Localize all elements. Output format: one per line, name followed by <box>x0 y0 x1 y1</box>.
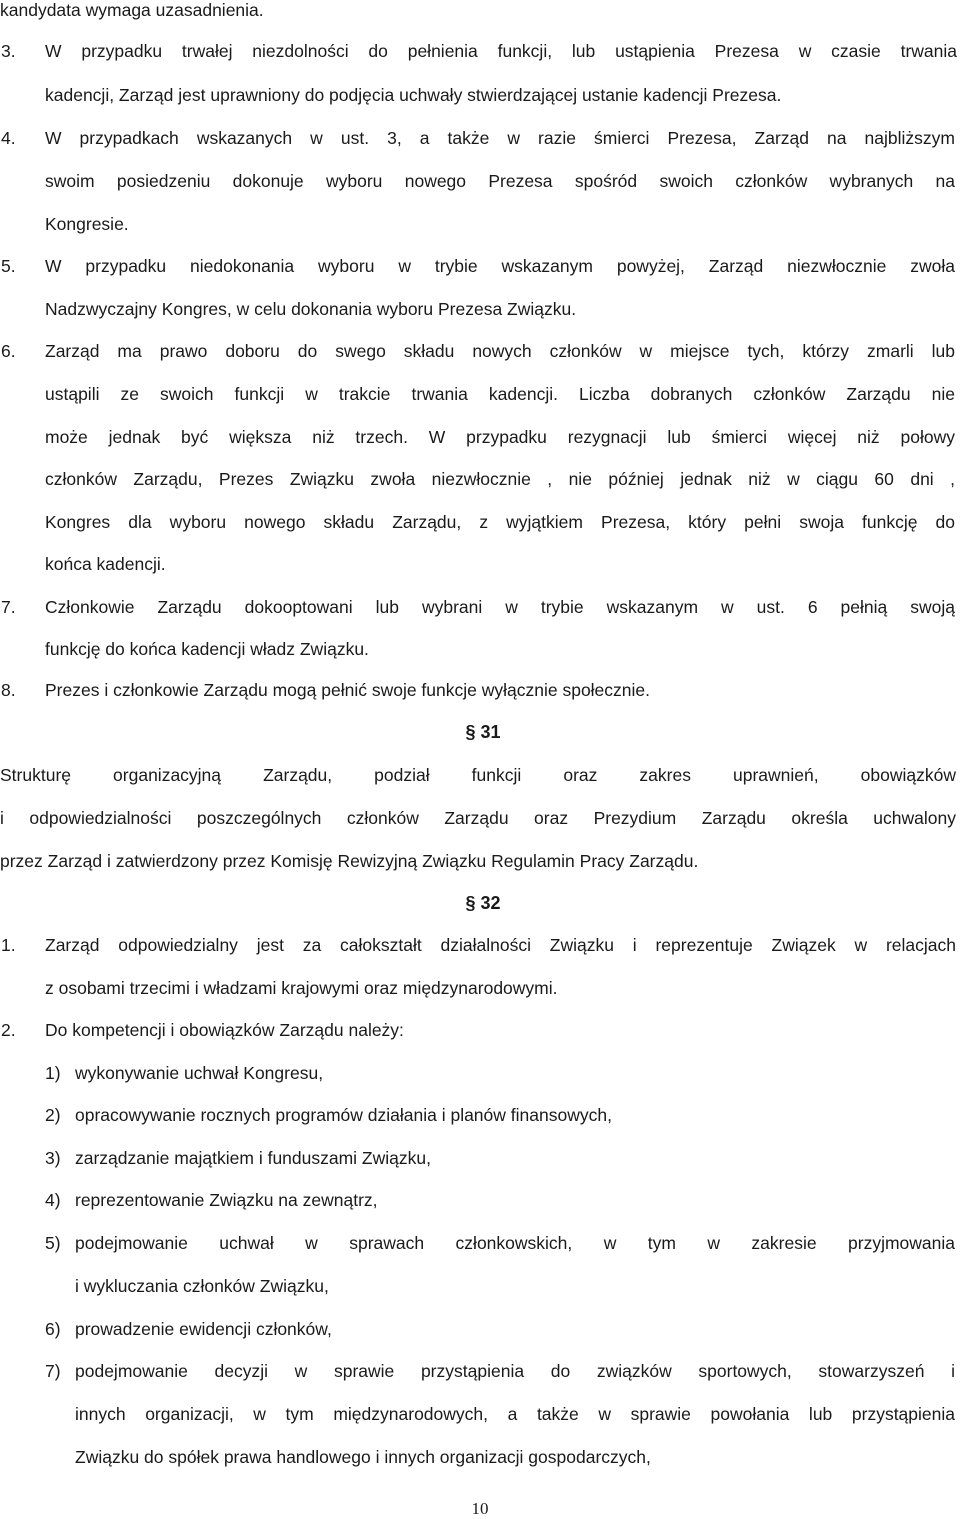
list-item-7-line-2: innych organizacji, w tym międzynarodowych, a także w sprawie powołania lub przystąpienia <box>75 1404 955 1424</box>
paragraph-6-line-5: Kongres dla wyboru nowego składu Zarządu, z wyjątkiem Prezesa, który pełni swoja funkcję do <box>45 512 955 532</box>
list-item-3-line-1: zarządzanie majątkiem i funduszami Związku, <box>75 1148 431 1168</box>
paragraph-5-line-1: W przypadku niedokonania wyboru w trybie wskazanym powyżej, Zarząd niezwłocznie zwoła <box>45 256 955 276</box>
paragraph-6-line-2: ustąpili ze swoich funkcji w trakcie trwania kadencji. Liczba dobranych członków Zarządu nie <box>45 384 955 404</box>
list-item-5-line-2: i wykluczania członków Związku, <box>75 1276 329 1296</box>
paragraph-7-line-2: funkcję do końca kadencji władz Związku. <box>45 639 369 659</box>
paragraph-7-number: 7. <box>1 597 16 617</box>
list-item-1-number: 1) <box>45 1063 61 1083</box>
section-31-heading: § 31 <box>465 722 501 742</box>
section-32-p2-number: 2. <box>1 1020 16 1040</box>
intro-tail-text: kandydata wymaga uzasadnienia. <box>0 0 264 20</box>
paragraph-4-line-2: swoim posiedzeniu dokonuje wyboru nowego Prezesa spośród swoich członków wybranych na <box>45 171 955 191</box>
list-item-6-line-1: prowadzenie ewidencji członków, <box>75 1319 332 1339</box>
page-number: 10 <box>471 1499 489 1518</box>
section-32-p1-number: 1. <box>1 935 16 955</box>
paragraph-3-line-2: kadencji, Zarząd jest uprawniony do podjęcia uchwały stwierdzającej ustanie kadencji Prezesa. <box>45 85 782 105</box>
paragraph-4-line-1: W przypadkach wskazanych w ust. 3, a także w razie śmierci Prezesa, Zarząd na najbliższym <box>45 128 955 148</box>
list-item-3-number: 3) <box>45 1148 61 1168</box>
paragraph-6-line-6: końca kadencji. <box>45 554 166 574</box>
paragraph-6-line-3: może jednak być większa niż trzech. W przypadku rezygnacji lub śmierci więcej niż połowy <box>45 427 955 447</box>
paragraph-3-number: 3. <box>1 41 16 61</box>
paragraph-8-line-1: Prezes i członkowie Zarządu mogą pełnić swoje funkcje wyłącznie społecznie. <box>45 680 651 700</box>
section-32-heading: § 32 <box>465 893 501 913</box>
paragraph-6-line-4: członków Zarządu, Prezes Związku zwoła niezwłocznie , nie później jednak niż w ciągu 60 dni , <box>45 469 955 489</box>
section-32-p1-line-2: z osobami trzecimi i władzami krajowymi oraz międzynarodowymi. <box>45 978 558 998</box>
list-item-5-line-1: podejmowanie uchwał w sprawach członkowskich, w tym w zakresie przyjmowania <box>75 1233 955 1253</box>
paragraph-5-number: 5. <box>1 256 16 276</box>
paragraph-3-line-1: W przypadku trwałej niezdolności do pełnienia funkcji, lub ustąpienia Prezesa w czasie trwania <box>45 41 957 61</box>
paragraph-5-line-2: Nadzwyczajny Kongres, w celu dokonania wyboru Prezesa Związku. <box>45 299 577 319</box>
list-item-2-number: 2) <box>45 1105 61 1125</box>
list-item-5-number: 5) <box>45 1233 61 1253</box>
list-item-2-line-1: opracowywanie rocznych programów działania i planów finansowych, <box>75 1105 612 1125</box>
list-item-4-number: 4) <box>45 1190 61 1210</box>
list-item-7-line-1: podejmowanie decyzji w sprawie przystąpienia do związków sportowych, stowarzyszeń i <box>75 1361 955 1381</box>
list-item-4-line-1: reprezentowanie Związku na zewnątrz, <box>75 1190 378 1210</box>
list-item-7-number: 7) <box>45 1361 61 1381</box>
paragraph-4-number: 4. <box>1 128 16 148</box>
section-31-line-2: i odpowiedzialności poszczególnych członków Zarządu oraz Prezydium Zarządu określa uchwalony <box>0 808 956 828</box>
paragraph-6-number: 6. <box>1 341 16 361</box>
list-item-1-line-1: wykonywanie uchwał Kongresu, <box>75 1063 324 1083</box>
section-31-line-1: Strukturę organizacyjną Zarządu, podział funkcji oraz zakres uprawnień, obowiązków <box>0 765 956 785</box>
section-31-line-3: przez Zarząd i zatwierdzony przez Komisję Rewizyjną Związku Regulamin Pracy Zarządu. <box>0 851 699 871</box>
list-item-6-number: 6) <box>45 1319 61 1339</box>
section-32-p2-text: Do kompetencji i obowiązków Zarządu należy: <box>45 1020 404 1040</box>
paragraph-6-line-1: Zarząd ma prawo doboru do swego składu nowych członków w miejsce tych, którzy zmarli lub <box>45 341 955 361</box>
paragraph-8-number: 8. <box>1 680 16 700</box>
paragraph-7-line-1: Członkowie Zarządu dokooptowani lub wybrani w trybie wskazanym w ust. 6 pełnią swoją <box>45 597 955 617</box>
section-32-p1-line-1: Zarząd odpowiedzialny jest za całokształt działalności Związku i reprezentuje Związek w relacjach <box>45 935 956 955</box>
paragraph-4-line-3: Kongresie. <box>45 214 129 234</box>
list-item-7-line-3: Związku do spółek prawa handlowego i innych organizacji gospodarczych, <box>75 1447 651 1467</box>
